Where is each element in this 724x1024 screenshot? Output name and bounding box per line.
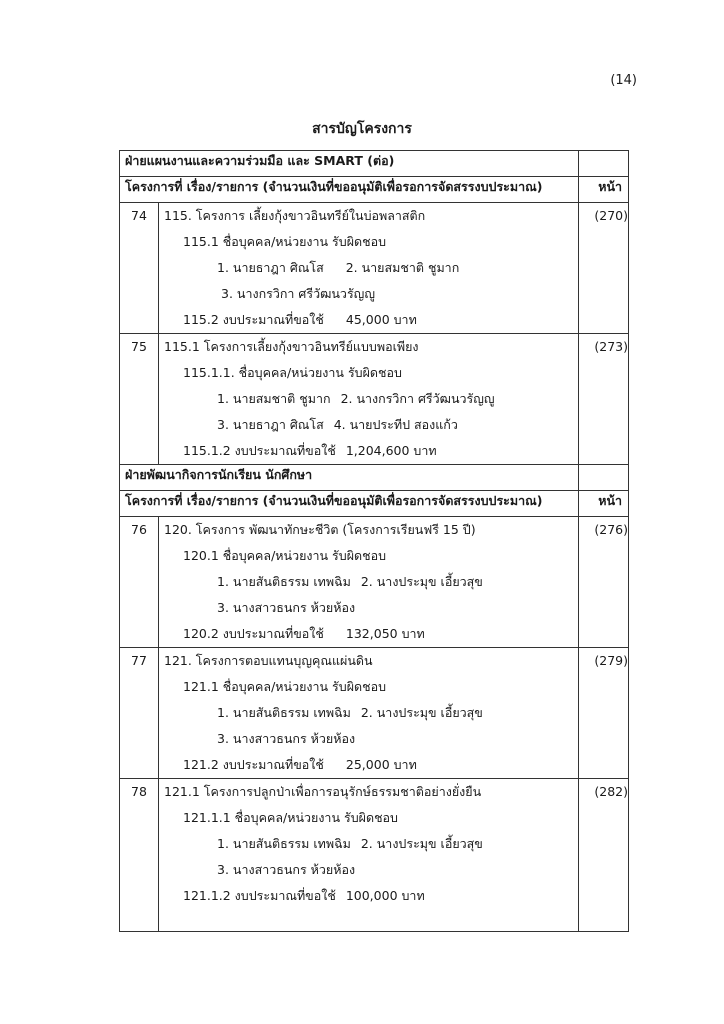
section-heading: ฝ่ายแผนงานและความร่วมมือ และ SMART (ต่อ) [120, 151, 579, 177]
person: 3. นางสาวธนกร ห้วยห้อง [217, 731, 356, 746]
section-heading-row [120, 465, 629, 491]
column-header-row [120, 177, 629, 203]
page-title: สารบัญโครงการ [312, 121, 412, 137]
row-number: 77 [131, 653, 147, 668]
persons-line [159, 595, 578, 621]
column-header-row [120, 491, 629, 517]
person: 3. นางกรวิกา ศรีวัฒนวรัญญู [221, 286, 375, 301]
budget-label: 120.2 งบประมาณที่ขอใช้ [183, 626, 324, 641]
responsible-label: 120.1 ชื่อบุคคล/หน่วยงาน รับผิดชอบ [183, 548, 387, 563]
toc-table [119, 150, 629, 932]
persons-line [159, 726, 578, 752]
person: 4. นายประทีป สองแก้ว [333, 417, 458, 432]
persons-line [159, 857, 578, 883]
page-ref: (282) [594, 784, 629, 799]
page-ref: (276) [594, 522, 629, 537]
budget-value: 1,204,600 บาท [345, 443, 437, 458]
persons-line [159, 700, 578, 726]
persons-line [159, 569, 578, 595]
page-ref: (270) [594, 208, 629, 223]
budget-line [159, 307, 578, 333]
table-row [120, 203, 629, 334]
person: 1. นายสันติธรรม เทพฉิม [217, 705, 351, 720]
row-number: 78 [131, 784, 147, 799]
table-row [120, 779, 629, 932]
person: 1. นายสมชาติ ชูมาก [217, 391, 331, 406]
responsible-label: 115.1 ชื่อบุคคล/หน่วยงาน รับผิดชอบ [183, 234, 387, 249]
persons-line [159, 831, 578, 857]
person: 3. นางสาวธนกร ห้วยห้อง [217, 600, 356, 615]
table-row [120, 334, 629, 465]
responsible-label: 115.1.1. ชื่อบุคคล/หน่วยงาน รับผิดชอบ [183, 365, 402, 380]
budget-label: 115.1.2 งบประมาณที่ขอใช้ [183, 443, 336, 458]
page-number: (14) [610, 73, 637, 88]
person: 2. นายสมชาติ ชูมาก [345, 260, 460, 275]
section-heading-row [120, 151, 629, 177]
responsible-label: 121.1.1 ชื่อบุคคล/หน่วยงาน รับผิดชอบ [183, 810, 398, 825]
budget-line [159, 438, 578, 464]
person: 1. นายสันติธรรม เทพฉิม [217, 836, 351, 851]
person: 1. นายธาฎา ศิณโส [217, 260, 324, 275]
budget-label: 121.2 งบประมาณที่ขอใช้ [183, 757, 324, 772]
budget-label: 121.1.2 งบประมาณที่ขอใช้ [183, 888, 336, 903]
person: 3. นางสาวธนกร ห้วยห้อง [217, 862, 356, 877]
budget-value: 100,000 บาท [345, 888, 425, 903]
person: 3. นายธาฎา ศิณโส [217, 417, 324, 432]
project-title: 120. โครงการ พัฒนาทักษะชีวิต (โครงการเรียนฟรี 15 ปี) [164, 522, 476, 537]
person: 2. นางกรวิกา ศรีวัฒนวรัญญู [340, 391, 495, 406]
persons-line [159, 255, 578, 281]
section-heading: ฝ่ายพัฒนากิจการนักเรียน นักศึกษา [120, 465, 579, 491]
page-ref: (273) [594, 339, 629, 354]
table-row [120, 648, 629, 779]
persons-line [159, 412, 578, 438]
budget-line [159, 883, 578, 909]
table-row [120, 517, 629, 648]
persons-line [159, 386, 578, 412]
budget-value: 25,000 บาท [345, 757, 417, 772]
person: 1. นายสันติธรรม เทพฉิม [217, 574, 351, 589]
project-title: 121. โครงการตอบแทนบุญคุณแผ่นดิน [164, 653, 373, 668]
row-number: 75 [131, 339, 147, 354]
page-ref: (279) [594, 653, 629, 668]
person: 2. นางประมุข เอี้ยวสุข [360, 836, 483, 851]
project-title: 115.1 โครงการเลี้ยงกุ้งขาวอินทรีย์แบบพอเพียง [164, 339, 419, 354]
column-header-title: โครงการที่ เรื่อง/รายการ (จำนวนเงินที่ขออนุมัติเพื่อรอการจัดสรรงบประมาณ) [120, 491, 579, 517]
budget-value: 45,000 บาท [345, 312, 417, 327]
column-header-page: หน้า [579, 491, 629, 517]
person: 2. นางประมุข เอี้ยวสุข [360, 574, 483, 589]
budget-line [159, 621, 578, 647]
budget-label: 115.2 งบประมาณที่ขอใช้ [183, 312, 324, 327]
row-number: 76 [131, 522, 147, 537]
budget-value: 132,050 บาท [345, 626, 425, 641]
budget-line [159, 752, 578, 778]
person: 2. นางประมุข เอี้ยวสุข [360, 705, 483, 720]
persons-line [159, 281, 578, 307]
project-title: 121.1 โครงการปลูกป่าเพื่อการอนุรักษ์ธรรมชาติอย่างยั่งยืน [164, 784, 482, 799]
responsible-label: 121.1 ชื่อบุคคล/หน่วยงาน รับผิดชอบ [183, 679, 387, 694]
row-number: 74 [131, 208, 147, 223]
column-header-page: หน้า [579, 177, 629, 203]
column-header-title: โครงการที่ เรื่อง/รายการ (จำนวนเงินที่ขออนุมัติเพื่อรอการจัดสรรงบประมาณ) [120, 177, 579, 203]
project-title: 115. โครงการ เลี้ยงกุ้งขาวอินทรีย์ในบ่อพลาสติก [164, 208, 426, 223]
